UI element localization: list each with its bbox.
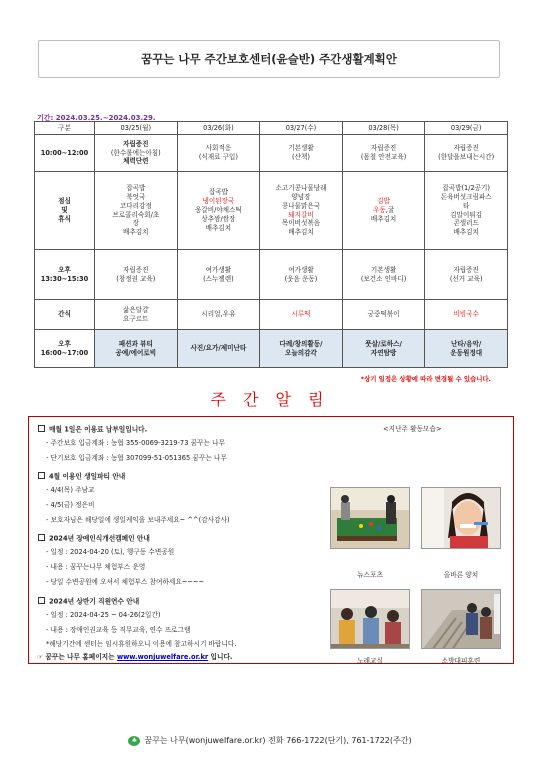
notice-detail: - 4/4(목) 주남교 xyxy=(46,486,95,494)
photo-brushing xyxy=(421,487,501,549)
schedule-cell: 여가생활 (웃음 운동) xyxy=(260,250,343,300)
table-row xyxy=(35,330,508,368)
row-label: 오후 16:00~17:00 xyxy=(35,330,95,368)
notice-item: 2024년 장애인식개선캠페인 안내 xyxy=(38,534,150,542)
schedule-cell: 자립증진 (몸철 안전교육) xyxy=(342,135,425,172)
row-label: 10:00~12:00 xyxy=(35,135,95,172)
schedule-cell: 잡곡밥(1/2공기) 돈육버섯크림파스 타 김말이튀김 콘샐러드 배추김치 xyxy=(425,172,508,250)
table-row xyxy=(35,250,508,300)
header-cell: 03/26(화) xyxy=(177,122,260,135)
table-row xyxy=(35,135,508,172)
table-row xyxy=(35,300,508,330)
photo-image xyxy=(331,590,410,649)
schedule-cell: 다례/창의활동/ 오늘의감각 xyxy=(260,330,343,368)
schedule-cell: 기본생활 (산책) xyxy=(260,135,343,172)
notice-item: 2024년 상반기 직원연수 안내 xyxy=(38,597,139,605)
schedule-cell: 잡곡밥 냉이된장국 웅갈비/야채스틱 상추쌈/쌈장 배추김치 xyxy=(177,172,260,250)
photo-caption: 올바른 양치 xyxy=(443,571,479,579)
weekly-schedule-table xyxy=(34,121,508,368)
header-cell: 03/27(수) xyxy=(260,122,343,135)
photo-image xyxy=(422,590,501,649)
photos-title: <지난주 활동모습> xyxy=(383,425,442,433)
schedule-cell: 자립증진 (한달을보내는시간) xyxy=(425,135,508,172)
notice-detail: *해당기간에 센터는 임시휴원하오니 이용에 참고하시기 바랍니다. xyxy=(46,640,237,648)
schedule-cell: 소고기콩나물당래 양념장 콩나물맑은국 돼지갈비 목이버섯볶음 배추김치 xyxy=(260,172,343,250)
page-title: 꿈꾸는 나무 주간보호센터(윤슬반) 주간생활계획안 xyxy=(38,40,500,78)
schedule-cell: 기본생활 (보건소 인바디) xyxy=(342,250,425,300)
photo-caption: 소방대피훈련 xyxy=(441,657,481,665)
table-row xyxy=(35,172,508,250)
notice-heading: 주 간 알 림 xyxy=(210,390,330,409)
photo-fire-drill xyxy=(421,589,501,649)
footer: ♣ 꿈꾸는 나무(wonjuwelfare.or.kr) 전화 766-1722(단기), 761-1722(주간) xyxy=(0,735,540,746)
checkbox-icon xyxy=(38,597,45,604)
schedule-cell: 사진/요가/제미난타 xyxy=(177,330,260,368)
schedule-cell: 시리얼,우유 xyxy=(177,300,260,330)
schedule-cell: 잡곡밥 북엇국 코다리강정 브로콜리숙회/초 장 배추김치 xyxy=(95,172,178,250)
photo-image xyxy=(331,488,410,549)
schedule-cell: 여가생활 (스누젤렌) xyxy=(177,250,260,300)
header-cell: 03/28(목) xyxy=(342,122,425,135)
schedule-cell: 난타/음악/ 운동원정대 xyxy=(425,330,508,368)
schedule-cell: 패션과 뷰티 공예/에어로빅 xyxy=(95,330,178,368)
photo-caption: 노래교실 xyxy=(357,657,383,665)
schedule-cell: 비빔국수 xyxy=(425,300,508,330)
checkbox-icon xyxy=(38,472,45,479)
header-cell: 03/29(금) xyxy=(425,122,508,135)
notice-detail: - 내용 : 꿈꾸는나무 체험부스 운영 xyxy=(46,563,146,571)
row-label: 점심 및 휴식 xyxy=(35,172,95,250)
checkbox-icon xyxy=(38,534,45,541)
photo-caption: 뉴스포츠 xyxy=(357,571,383,579)
homepage-link[interactable]: www.wonjuwelfare.or.kr xyxy=(116,653,209,661)
schedule-cell: 시루떡 xyxy=(260,300,343,330)
notice-detail: - 일정 : 2024-04-20 (토), 행구동 수변공원 xyxy=(46,548,175,556)
schedule-cell: 궁중떡볶이 xyxy=(342,300,425,330)
row-label: 오후 13:30~15:30 xyxy=(35,250,95,300)
schedule-cell: 자립증진 (창정권 교육) xyxy=(95,250,178,300)
schedule-cell: 자립증진 (선거 교육) xyxy=(425,250,508,300)
schedule-cell: 자립증진 (한수롤에는아침) 체력단련 xyxy=(95,135,178,172)
notice-item: 4월 이용인 생일파티 안내 xyxy=(38,472,125,480)
notice-detail: - 보호자님은 해당일에 생일케익을 보내주세요~ ^^(감사감사) xyxy=(46,516,230,524)
row-label: 간식 xyxy=(35,300,95,330)
schedule-cell: 김밥 우동,귤 배추김치 xyxy=(342,172,425,250)
notice-detail: - 4/5(금) 정은비 xyxy=(46,501,95,509)
tree-logo-icon: ♣ xyxy=(128,736,140,746)
photo-singing xyxy=(330,589,410,649)
notice-detail: - 일정 : 2024-04-25 ~ 04-26(2일간) xyxy=(46,611,161,619)
period-label: 기간: 2024.03.25.~2024.03.29. xyxy=(37,114,156,122)
header-cell: 구분 xyxy=(35,122,95,135)
notice-detail: - 주간보호 입금계좌 : 농협 355-0069-3219-73 꿈꾸는 나무 xyxy=(46,439,225,447)
homepage-line: ☞ 꿈꾸는 나무 홈페이지는 www.wonjuwelfare.or.kr 입니다. xyxy=(37,653,233,661)
schedule-cell: 삶은달걀 요구르트 xyxy=(95,300,178,330)
schedule-note: *상기 일정은 상황에 따라 변경될 수 있습니다. xyxy=(360,375,491,383)
notice-detail: - 당일 수변공원에 오셔서 체험부스 참여하세요~~~~ xyxy=(46,578,205,586)
checkbox-icon xyxy=(38,425,45,432)
photo-image xyxy=(422,488,501,549)
notice-item: 매월 1일은 이용료 납부일입니다. xyxy=(38,425,147,433)
notice-box xyxy=(28,416,514,664)
notice-detail: - 단기보호 입금계좌 : 농협 307099-51-051365 꿈꾸는 나무 xyxy=(46,454,227,462)
header-cell: 03/25(월) xyxy=(95,122,178,135)
schedule-cell: 사회적응 (식재료 구입) xyxy=(177,135,260,172)
photo-newsports xyxy=(330,487,410,549)
schedule-cell: 풋살/로하스/ 자연탐방 xyxy=(342,330,425,368)
notice-detail: - 내용 : 장애인권교육 등 직무교육, 연수 프로그램 xyxy=(46,626,191,634)
